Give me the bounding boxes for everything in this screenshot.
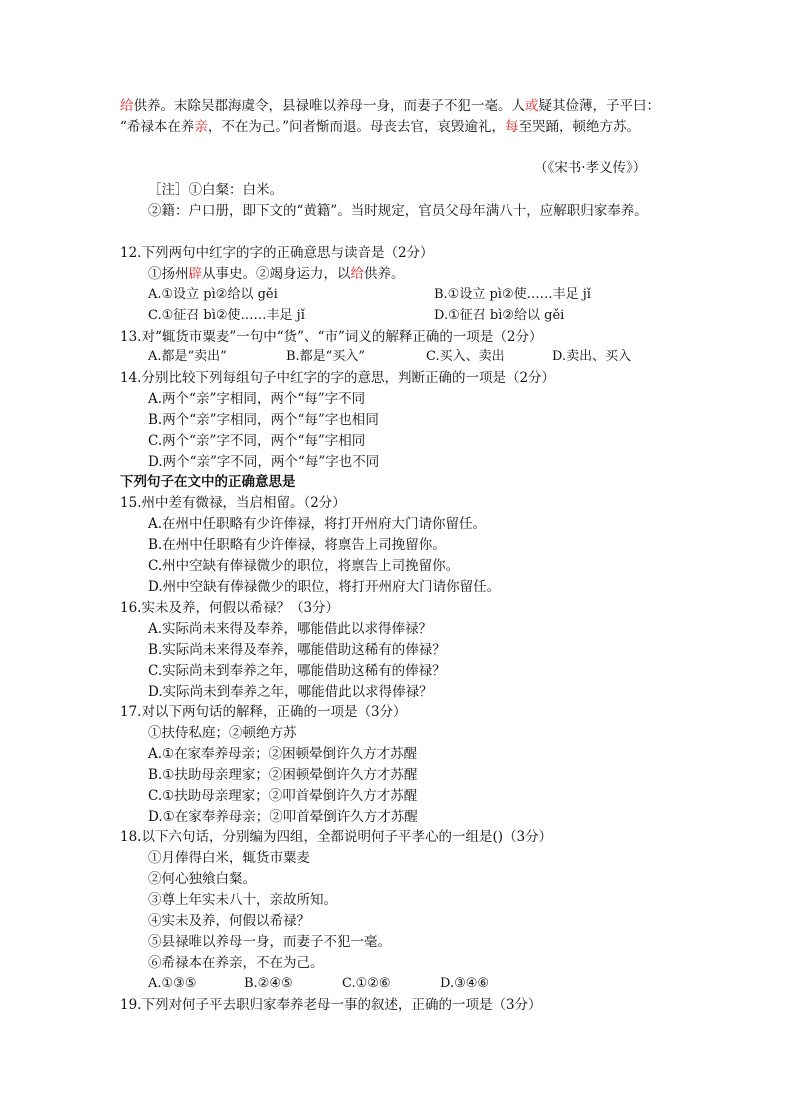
text-run: 供养。末除吴郡海虞令，县禄唯以养母一身，而妻子不犯一毫。人 bbox=[133, 98, 525, 114]
q12-option-d: D.①征召 bì②给以 gěi bbox=[434, 308, 565, 323]
q17-sub: ①扶侍私庭；②顿绝方苏 bbox=[148, 725, 297, 741]
q13-option-a: A.都是“卖出” bbox=[148, 349, 227, 364]
q18-item: ④实未及养，何假以希禄？ bbox=[148, 913, 310, 929]
q12-options-row-1 bbox=[148, 285, 708, 305]
q14-option-a: A.两个“亲”字相同，两个“每”字不同 bbox=[148, 391, 366, 407]
q18-stem: 18.以下六句话，分别编为四组，全都说明何子平孝心的一组是()（3分） bbox=[120, 829, 553, 845]
highlighted-char: 辟 bbox=[188, 266, 202, 282]
q12-option-b: B.①设立 pì②使……丰足 jǐ bbox=[434, 287, 591, 302]
text-run: 供养。 bbox=[364, 266, 405, 282]
q15-option-a: A.在州中任职略有少许俸禄，将打开州府大门请你留任。 bbox=[148, 516, 487, 532]
q18-option-c: C.①②⑥ bbox=[342, 976, 391, 991]
passage-line-1 bbox=[120, 96, 660, 116]
q13-stem: 13.对“辄货市粟麦”一句中“货”、“市”词义的解释正确的一项是（2分） bbox=[120, 329, 543, 345]
highlighted-char: 给 bbox=[350, 266, 364, 282]
q18-item: ⑤县禄唯以养母一身，而妻子不犯一毫。 bbox=[148, 934, 391, 950]
text-run: ，不在为己。”问者惭而退。母丧去官，哀毁逾礼， bbox=[207, 119, 506, 135]
q15-stem: 15.州中差有微禄，当启相留。（2分） bbox=[120, 495, 346, 511]
q16-stem: 16.实未及养，何假以希禄？（3分） bbox=[120, 600, 340, 616]
q17-option-b: B.①扶助母亲理家；②困顿晕倒许久方才苏醒 bbox=[148, 767, 418, 783]
q19-stem: 19.下列对何子平去职归家奉养老母一事的叙述，正确的一项是（3分） bbox=[120, 997, 542, 1013]
q13-option-b: B.都是“买入” bbox=[286, 349, 365, 364]
q16-option-a: A.实际尚未来得及奉养，哪能借此以求得俸禄？ bbox=[148, 621, 433, 637]
section-heading: 下列句子在文中的正确意思是 bbox=[120, 474, 296, 490]
q18-item: ③尊上年实未八十，亲故所知。 bbox=[148, 892, 337, 908]
text-run: 从事史。②竭身运力，以 bbox=[202, 266, 351, 282]
q15-option-d: D.州中空缺有俸禄微少的职位，将打开州府大门请你留任。 bbox=[148, 579, 501, 595]
highlighted-char: 每 bbox=[505, 119, 519, 135]
note-1: ［注］①白粲：白米。 bbox=[148, 182, 283, 198]
text-run: “希禄本在养 bbox=[120, 119, 195, 135]
q16-option-b: B.实际尚未来得及奉养，哪能借助这稀有的俸禄？ bbox=[148, 642, 446, 658]
q16-option-d: D.实际尚未到奉养之年，哪能借此以求得俸禄？ bbox=[148, 684, 433, 700]
q18-option-a: A.①③⑤ bbox=[148, 976, 197, 991]
q12-option-c: C.①征召 bì②使……丰足 jǐ bbox=[148, 308, 305, 323]
q14-stem: 14.分别比较下列每组句子中红字的字的意思，判断正确的一项是（2分） bbox=[120, 370, 556, 386]
q17-option-a: A.①在家奉养母亲；②困顿晕倒许久方才苏醒 bbox=[148, 746, 418, 762]
q13-options bbox=[148, 347, 668, 367]
q15-option-c: C.州中空缺有俸禄微少的职位，将禀告上司挽留你。 bbox=[148, 558, 460, 574]
q17-option-d: D.①在家奉养母亲；②叩首晕倒许久方才苏醒 bbox=[148, 809, 418, 825]
q12-option-a: A.①设立 pì②给以 gěi bbox=[148, 287, 278, 302]
passage-line-2 bbox=[120, 117, 640, 137]
q14-option-c: C.两个“亲”字不同，两个“每”字相同 bbox=[148, 433, 366, 449]
passage-source: （《宋书·孝义传》） bbox=[534, 160, 647, 176]
q17-option-c: C.①扶助母亲理家；②叩首晕倒许久方才苏醒 bbox=[148, 788, 418, 804]
text-run: ①扬州 bbox=[148, 266, 189, 282]
q12-stem: 12.下列两句中红字的字的正确意思与读音是（2分） bbox=[120, 245, 434, 261]
q14-option-d: D.两个“亲”字不同，两个“每”字也不同 bbox=[148, 454, 380, 470]
q15-option-b: B.在州中任职略有少许俸禄，将禀告上司挽留你。 bbox=[148, 537, 446, 553]
q13-option-d: D.卖出、买入 bbox=[552, 349, 632, 364]
q16-option-c: C.实际尚未到奉养之年，哪能借助这稀有的俸禄？ bbox=[148, 663, 446, 679]
q17-stem: 17.对以下两句话的解释，正确的一项是（3分） bbox=[120, 704, 407, 720]
q18-item: ①月俸得白米，辄货市粟麦 bbox=[148, 850, 310, 866]
q12-sub bbox=[148, 264, 405, 284]
highlighted-char: 或 bbox=[525, 98, 539, 114]
q18-options bbox=[148, 974, 568, 994]
highlighted-char: 给 bbox=[120, 98, 134, 114]
q14-option-b: B.两个“亲”字相同，两个“每”字也相同 bbox=[148, 412, 379, 428]
q18-option-d: D.③④⑥ bbox=[440, 976, 490, 991]
q13-option-c: C.买入、卖出 bbox=[426, 349, 505, 364]
q18-item: ②何心独飨白粲。 bbox=[148, 871, 256, 887]
q18-item: ⑥希禄本在养亲，不在为己。 bbox=[148, 955, 324, 971]
text-run: 疑其俭薄，子平曰： bbox=[538, 98, 660, 114]
highlighted-char: 亲 bbox=[194, 119, 208, 135]
q12-options-row-2 bbox=[148, 306, 708, 326]
note-2: ②籍：户口册，即下文的“黄籍”。当时规定，官员父母年满八十，应解职归家奉养。 bbox=[148, 203, 648, 219]
text-run: 至哭踊，顿绝方苏。 bbox=[518, 119, 641, 135]
q18-option-b: B.②④⑤ bbox=[244, 976, 293, 991]
